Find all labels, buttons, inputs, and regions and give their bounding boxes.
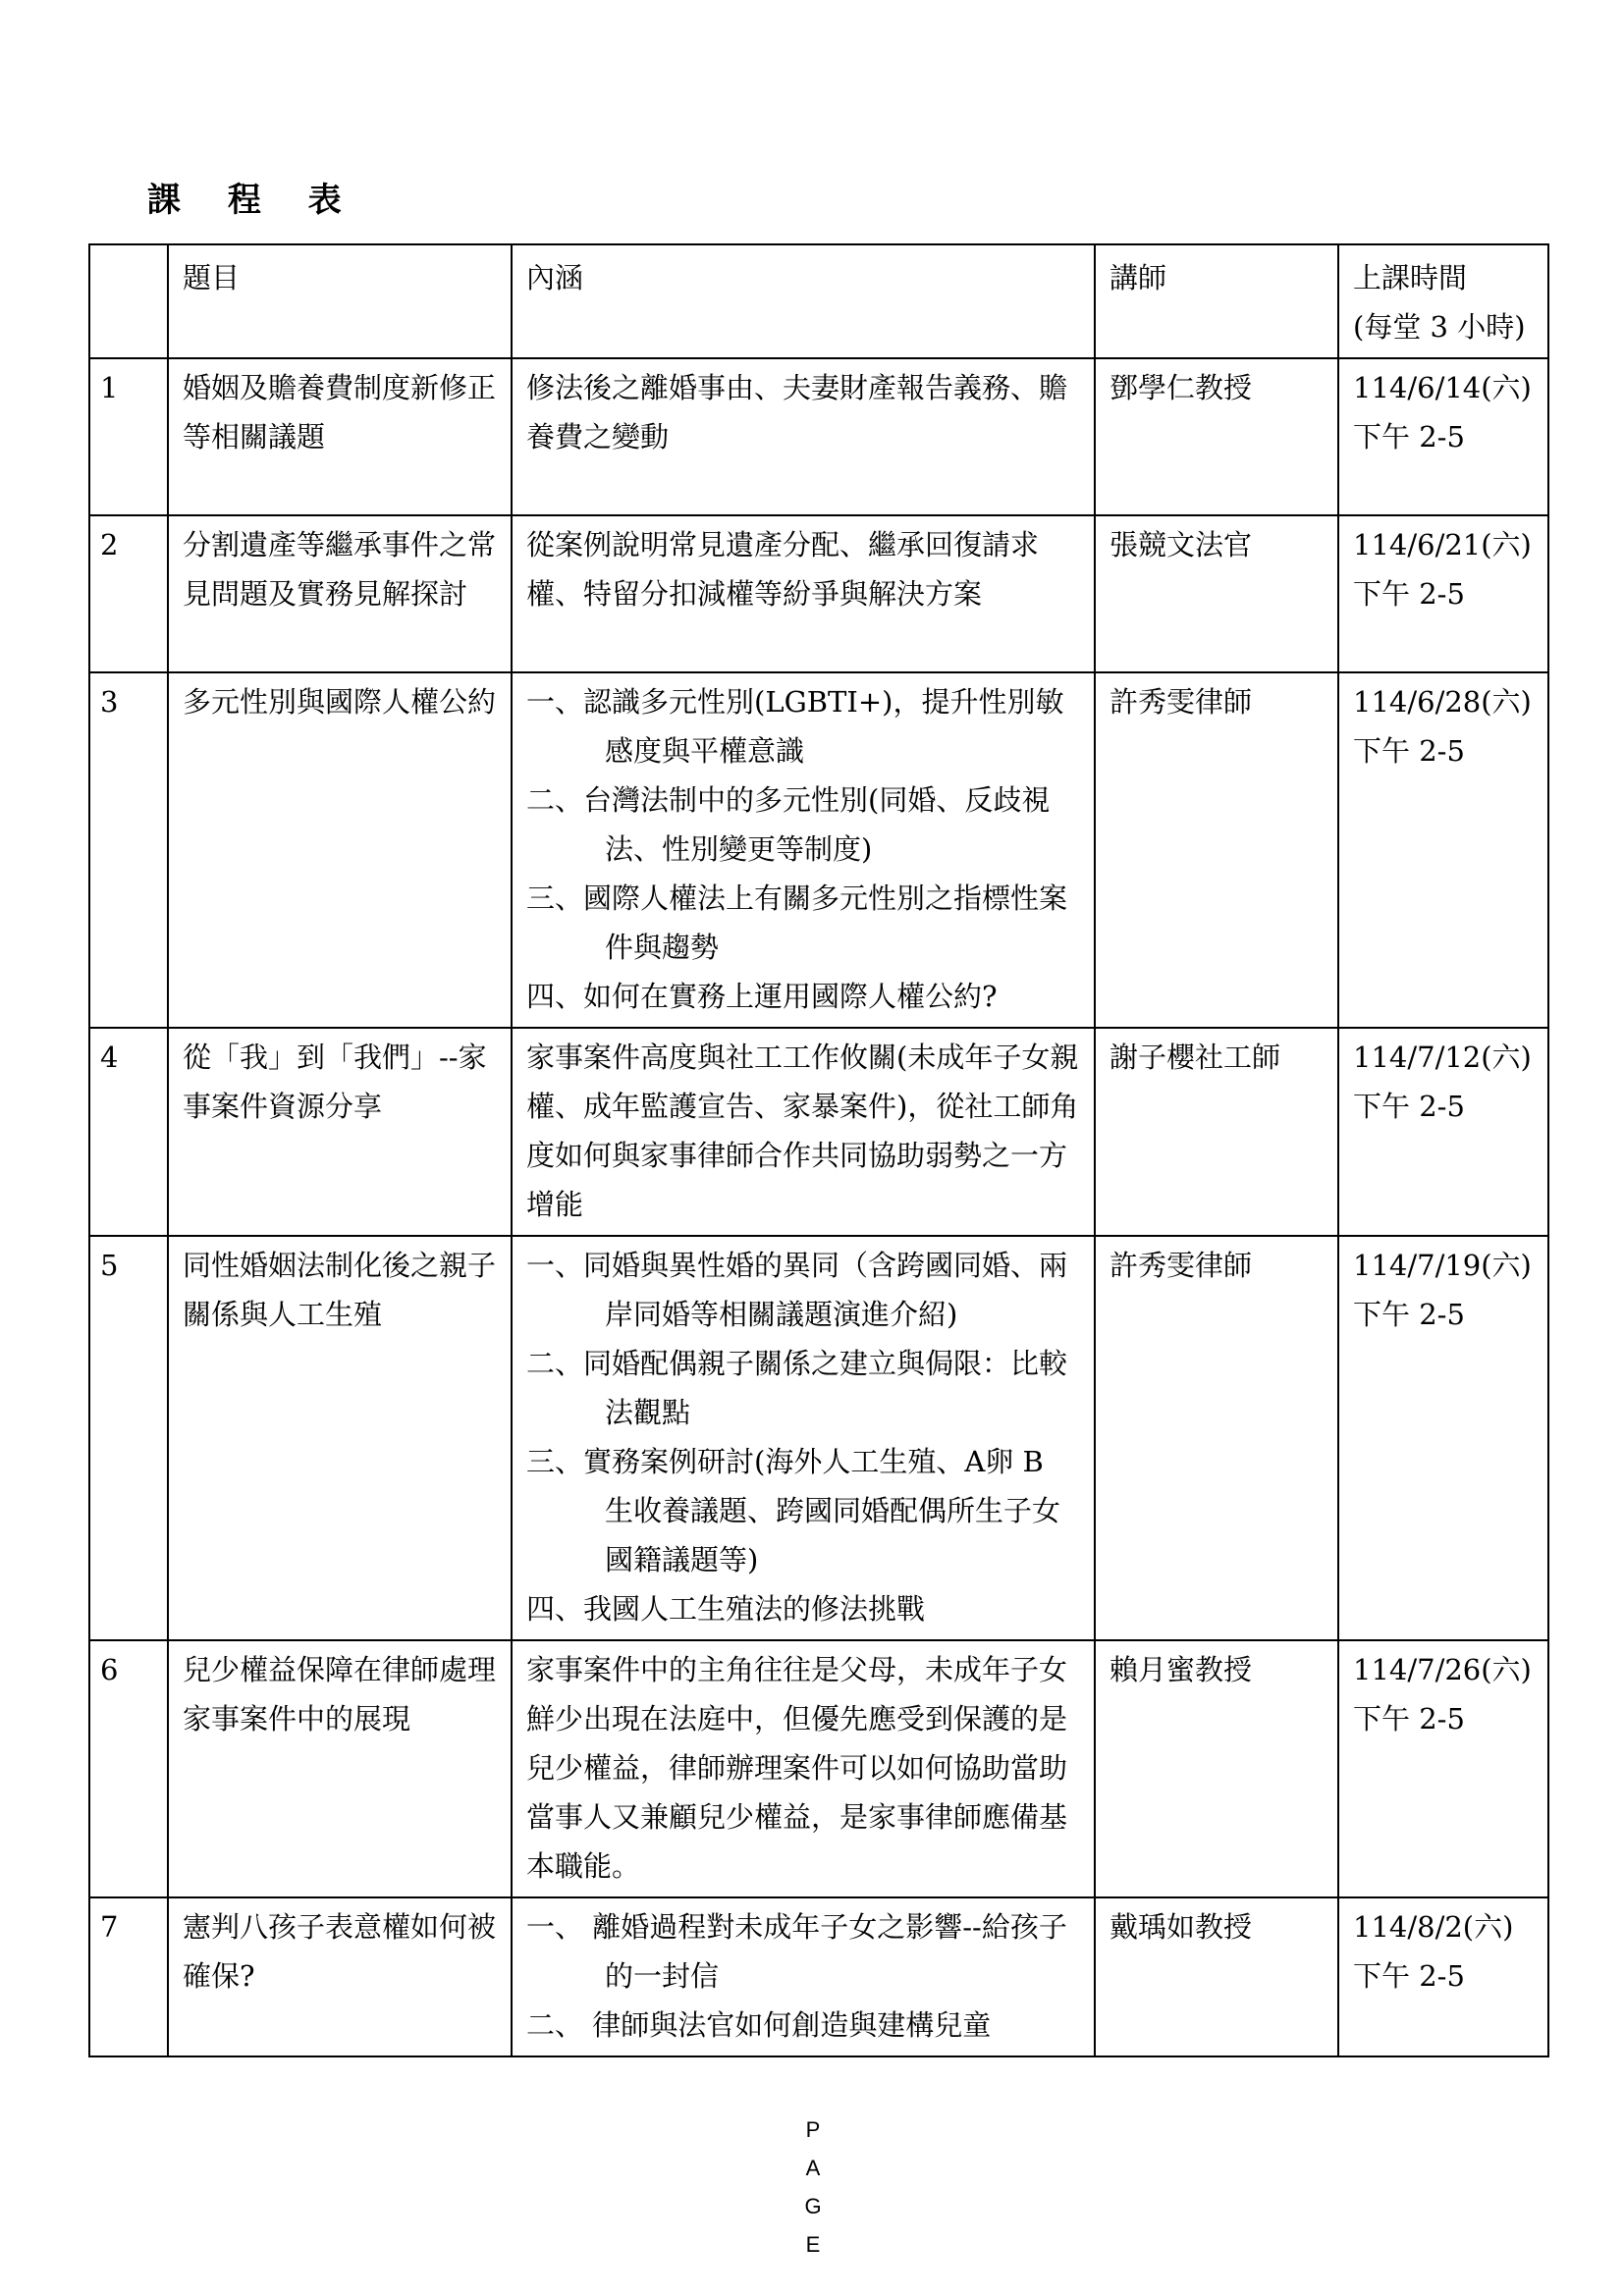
row-date: 114/6/14(六) bbox=[1353, 371, 1532, 404]
row-topic: 分割遺產等繼承事件之常見問題及實務見解探討 bbox=[168, 515, 512, 672]
row-content bbox=[512, 1236, 1095, 1640]
row-content: 家事案件中的主角往往是父母，未成年子女鮮少出現在法庭中，但優先應受到保護的是兒少權益，律師辦理案件可以如何協助當助當事人又兼顧兒少權益，是家事律師應備基本職能。 bbox=[512, 1640, 1095, 1897]
content-item: 二、同婚配偶親子關係之建立與侷限：比較法觀點 bbox=[526, 1347, 1068, 1429]
page-title: 課 程 表 bbox=[147, 181, 359, 220]
row-time bbox=[1338, 1640, 1548, 1897]
content-item: 一、認識多元性別(LGBTI+)，提升性別敏感度與平權意識 bbox=[526, 685, 1064, 768]
row-time bbox=[1338, 1236, 1548, 1640]
row-number: 4 bbox=[89, 1028, 168, 1236]
table-row bbox=[89, 1897, 1548, 2056]
content-item: 四、如何在實務上運用國際人權公約? bbox=[526, 980, 998, 1013]
row-content: 家事案件高度與社工工作攸關(未成年子女親權、成年監護宣告、家暴案件)，從社工師角度如何與家事律師合作共同協助弱勢之一方增能 bbox=[512, 1028, 1095, 1236]
row-number: 2 bbox=[89, 515, 168, 672]
row-instructor: 謝子櫻社工師 bbox=[1095, 1028, 1338, 1236]
content-item: 一、 離婚過程對未成年子女之影響--給孩子的一封信 bbox=[526, 1910, 1067, 1993]
row-time bbox=[1338, 1028, 1548, 1236]
row-hours: 下午 2-5 bbox=[1353, 1959, 1465, 1993]
row-date: 114/7/12(六) bbox=[1353, 1041, 1532, 1074]
header-time bbox=[1338, 244, 1548, 358]
row-date: 114/8/2(六) bbox=[1353, 1910, 1514, 1944]
row-topic: 多元性別與國際人權公約 bbox=[168, 672, 512, 1028]
content-item: 四、我國人工生殖法的修法挑戰 bbox=[526, 1592, 926, 1626]
row-instructor: 張競文法官 bbox=[1095, 515, 1338, 672]
table-header-row bbox=[89, 244, 1548, 358]
row-number: 7 bbox=[89, 1897, 168, 2056]
table-row bbox=[89, 358, 1548, 515]
row-content: 從案例說明常見遺產分配、繼承回復請求權、特留分扣減權等紛爭與解決方案 bbox=[512, 515, 1095, 672]
row-number: 6 bbox=[89, 1640, 168, 1897]
row-hours: 下午 2-5 bbox=[1353, 420, 1465, 454]
row-content bbox=[512, 1897, 1095, 2056]
page-footer bbox=[803, 2110, 823, 2264]
row-number: 5 bbox=[89, 1236, 168, 1640]
row-topic: 從「我」到「我們」--家事案件資源分享 bbox=[168, 1028, 512, 1236]
header-instructor: 講師 bbox=[1095, 244, 1338, 358]
row-hours: 下午 2-5 bbox=[1353, 1298, 1465, 1331]
row-instructor: 許秀雯律師 bbox=[1095, 1236, 1338, 1640]
footer-letter: A bbox=[805, 2156, 821, 2180]
header-time-label: 上課時間 bbox=[1353, 261, 1468, 294]
row-time bbox=[1338, 358, 1548, 515]
footer-letter: G bbox=[804, 2194, 822, 2218]
row-instructor: 鄧學仁教授 bbox=[1095, 358, 1338, 515]
row-number: 3 bbox=[89, 672, 168, 1028]
row-content bbox=[512, 672, 1095, 1028]
table-row bbox=[89, 1028, 1548, 1236]
row-number: 1 bbox=[89, 358, 168, 515]
row-time bbox=[1338, 515, 1548, 672]
row-date: 114/7/26(六) bbox=[1353, 1653, 1532, 1686]
header-number bbox=[89, 244, 168, 358]
header-time-note: (每堂 3 小時) bbox=[1353, 310, 1526, 344]
row-time bbox=[1338, 1897, 1548, 2056]
row-date: 114/6/28(六) bbox=[1353, 685, 1532, 719]
row-instructor: 許秀雯律師 bbox=[1095, 672, 1338, 1028]
row-instructor: 戴瑀如教授 bbox=[1095, 1897, 1338, 2056]
content-item: 三、國際人權法上有關多元性別之指標性案件與趨勢 bbox=[526, 881, 1068, 964]
course-schedule-table bbox=[88, 243, 1549, 2057]
table-row bbox=[89, 1640, 1548, 1897]
row-date: 114/6/21(六) bbox=[1353, 528, 1532, 561]
table-row bbox=[89, 515, 1548, 672]
row-hours: 下午 2-5 bbox=[1353, 734, 1465, 768]
header-topic: 題目 bbox=[168, 244, 512, 358]
row-hours: 下午 2-5 bbox=[1353, 1090, 1465, 1123]
table-row bbox=[89, 672, 1548, 1028]
row-topic: 憲判八孩子表意權如何被確保? bbox=[168, 1897, 512, 2056]
row-date: 114/7/19(六) bbox=[1353, 1249, 1532, 1282]
content-item: 一、同婚與異性婚的異同（含跨國同婚、兩岸同婚等相關議題演進介紹) bbox=[526, 1249, 1068, 1331]
row-topic: 兒少權益保障在律師處理家事案件中的展現 bbox=[168, 1640, 512, 1897]
row-hours: 下午 2-5 bbox=[1353, 1702, 1465, 1735]
header-content: 內涵 bbox=[512, 244, 1095, 358]
row-content: 修法後之離婚事由、夫妻財產報告義務、贍養費之變動 bbox=[512, 358, 1095, 515]
row-topic: 婚姻及贍養費制度新修正等相關議題 bbox=[168, 358, 512, 515]
table-row bbox=[89, 1236, 1548, 1640]
content-item: 三、實務案例研討(海外人工生殖、A卵 B 生收養議題、跨國同婚配偶所生子女國籍議題等) bbox=[526, 1445, 1061, 1576]
content-item: 二、台灣法制中的多元性別(同婚、反歧視法、性別變更等制度) bbox=[526, 783, 1051, 866]
content-item: 二、 律師與法官如何創造與建構兒童 bbox=[526, 2008, 992, 2042]
row-hours: 下午 2-5 bbox=[1353, 577, 1465, 611]
row-topic: 同性婚姻法制化後之親子關係與人工生殖 bbox=[168, 1236, 512, 1640]
row-time bbox=[1338, 672, 1548, 1028]
footer-letter: P bbox=[805, 2117, 821, 2142]
footer-letter: E bbox=[805, 2232, 821, 2257]
row-instructor: 賴月蜜教授 bbox=[1095, 1640, 1338, 1897]
